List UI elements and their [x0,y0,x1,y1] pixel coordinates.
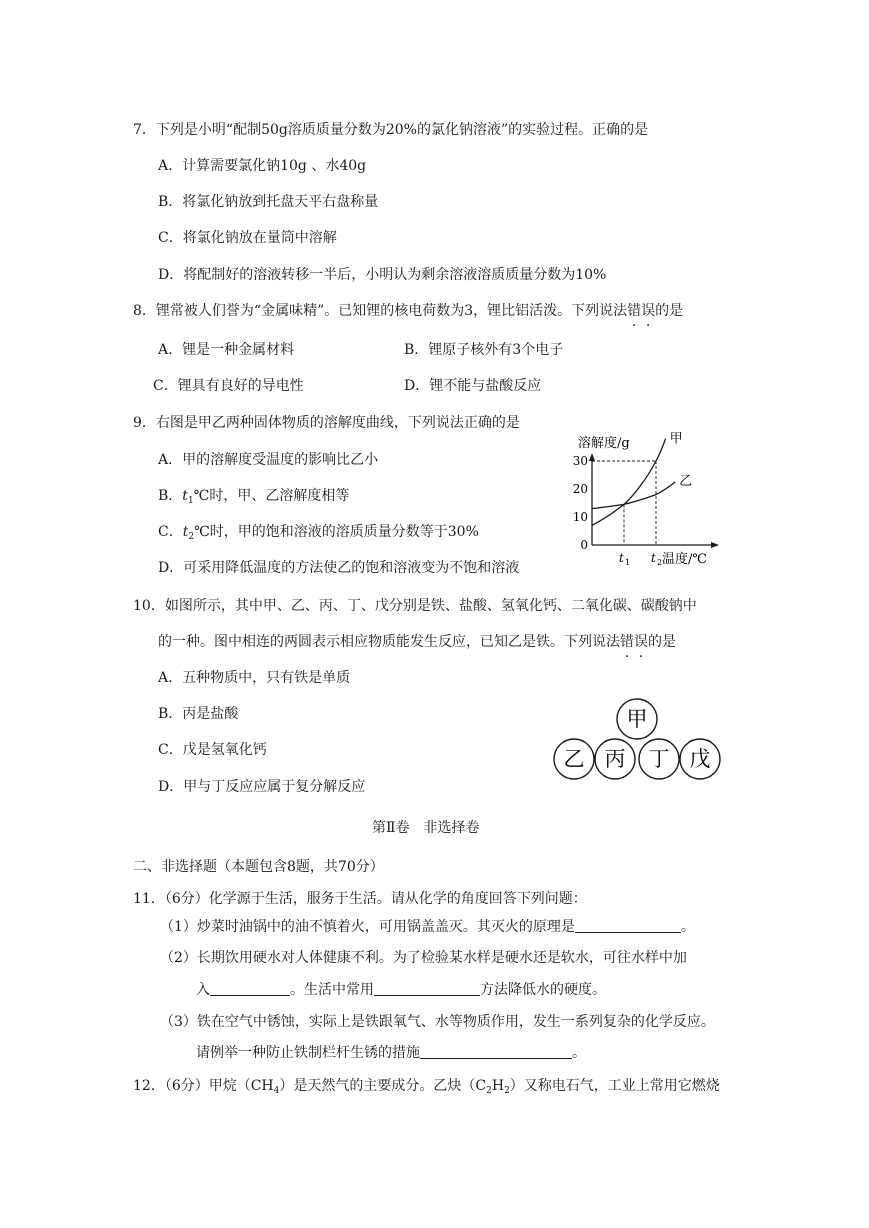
svg-text:戊: 戊 [689,747,711,771]
svg-text:丙: 丙 [604,747,626,771]
x-tick-subscript: 2 [657,558,663,567]
answer-blank[interactable] [420,1044,572,1059]
reaction-circles-diagram [548,695,728,785]
q11-part3-line1: （3）铁在空气中锈蚀，实际上是铁跟氧气、水等物质作用，发生一系列复杂的化学反应。 [160,1014,715,1030]
svg-text:甲: 甲 [626,707,648,731]
q12-stem: 12．（6分）甲烷$(CH_4)$是天然气的主要成分。乙炔$(C_2H_2)$又称电石气，工业上常用它燃烧 [133,1078,720,1096]
y-tick-label: 20 [572,482,588,496]
q7-option-d: D．将配制好的溶液转移一半后，小明认为剩余溶液溶质质量分数为10% [158,267,607,283]
section-part-heading: 二、非选择题（本题包含8题，共70分） [133,859,384,875]
q9-option-c: C．$t_2℃$时，甲的饱和溶液的溶质质量分数等于30% [158,524,479,542]
x-axis-label: 温度/℃ [662,552,707,567]
y-tick-label: 10 [572,510,588,524]
section-title: 第Ⅱ卷 非选择卷 [372,820,480,836]
q8-option-c: C．锂具有良好的导电性 [153,378,304,394]
q11-part1: （1）炒菜时油锅中的油不慎着火，可用锅盖盖灭。其灭火的原理是 。 [160,919,695,935]
svg-text:丁: 丁 [648,747,670,771]
answer-blank[interactable] [374,981,480,996]
circle-jia [617,699,657,739]
series-label: 乙 [679,474,693,489]
q10-option-b: B．丙是盐酸 [158,706,239,722]
q8-option-a: A．锂是一种金属材料 [158,342,295,358]
q10-option-a: A．五种物质中，只有铁是单质 [158,670,351,686]
emphasis-char: 错 [627,303,642,319]
series-label: 甲 [669,431,683,447]
q11-part3-line2: 请例举一种防止铁制栏杆生锈的措施 。 [196,1045,586,1061]
q10-stem-line1: 10．如图所示，其中甲、乙、丙、丁、戊分别是铁、盐酸、氢氧化钙、二氧化碳、碳酸钠中 [133,598,697,614]
q7-option-c: C．将氯化钠放在量筒中溶解 [158,230,337,246]
q8-option-b: B．锂原子核外有3个电子 [404,342,564,358]
q9-stem: 9．右图是甲乙两种固体物质的溶解度曲线，下列说法正确的是 [133,415,520,431]
q7-stem: 7．下列是小明“配制50g溶质质量分数为20%的氯化钠溶液”的实验过程。正确的是 [133,122,649,138]
solubility-chart [570,430,720,570]
x-tick-label: t [619,551,624,565]
y-axis-arrow [589,453,595,461]
emphasis-char: 误 [634,634,648,650]
y-axis-label: 溶解度/g [578,436,630,451]
circle-ding [639,739,679,779]
q11-stem: 11．（6分）化学源于生活，服务于生活。请从化学的角度回答下列问题： [133,891,587,907]
answer-blank[interactable] [210,981,290,996]
emphasis-char: 误 [641,303,656,319]
q11-part2-line2: 入 。生活中常用 方法降低水的硬度。 [196,982,606,998]
q7-option-a: A．计算需要氯化钠10g 、水40g [158,158,367,174]
circle-wu [680,739,720,779]
q10-option-d: D．甲与丁反应应属于复分解反应 [158,779,366,795]
q10-option-c: C．戊是氢氧化钙 [158,742,267,758]
series-line [592,439,666,526]
q10-stem-line2: 的一种。图中相连的两圆表示相应物质能发生反应，已知乙是铁。下列说法错误的是 [158,634,676,650]
circle-yi [554,739,594,779]
x-axis-arrow [711,542,719,548]
y-tick-label: 0 [580,538,588,552]
q7-option-b: B．将氯化钠放到托盘天平右盘称量 [158,194,379,210]
q9-option-b: B．$t_1℃$时，甲、乙溶解度相等 [158,488,350,506]
q8-option-d: D．锂不能与盐酸反应 [404,378,542,394]
q9-option-a: A．甲的溶解度受温度的影响比乙小 [158,452,379,468]
x-tick-label: t [651,551,656,565]
q11-part2-line1: （2）长期饮用硬水对人体健康不利。为了检验某水样是硬水还是软水，可往水样中加 [160,950,687,966]
circle-bing [595,739,635,779]
q8-stem: 8．锂常被人们誉为“金属味精”。已知锂的核电荷数为3，锂比铝活泼。下列说法错误的是 [133,303,684,319]
answer-blank[interactable] [575,918,681,933]
svg-text:乙: 乙 [563,747,585,771]
x-tick-subscript: 1 [625,558,631,567]
q9-option-d: D．可采用降低温度的方法使乙的饱和溶液变为不饱和溶液 [158,560,520,576]
y-tick-label: 30 [572,454,588,468]
emphasis-char: 错 [620,634,634,650]
